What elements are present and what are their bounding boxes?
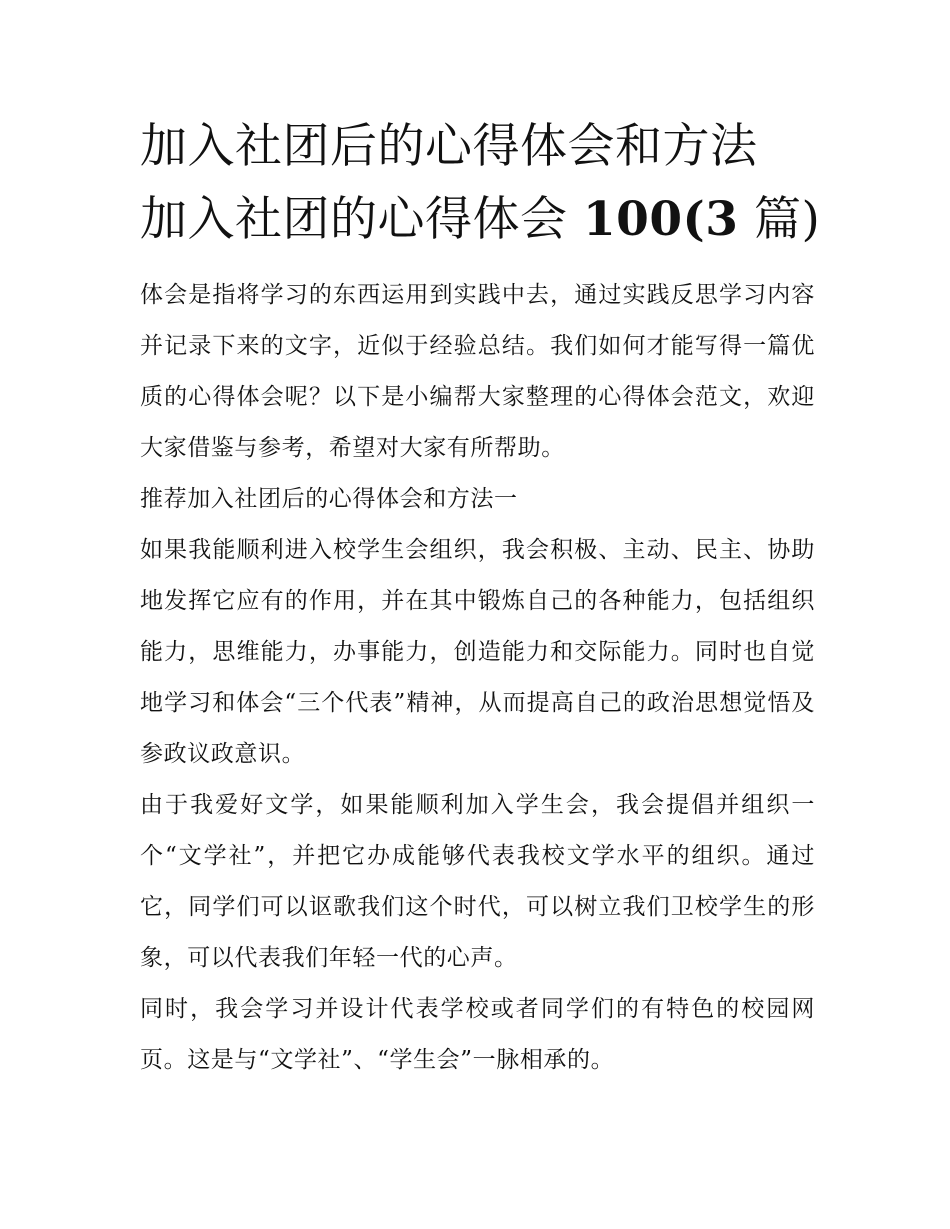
section-heading: 推荐加入社团后的心得体会和方法一 [140, 486, 518, 512]
intro-paragraph: 体会是指将学习的东西运用到实践中去，通过实践反思学习内容并记录下来的文字，近似于经验总结。我们如何才能写得一篇优质的心得体会呢？以下是小编帮大家整理的心得体会范文，欢迎大家借鉴与参考，希望对大家有所帮助。 [140, 282, 815, 461]
title-line-1: 加入社团后的心得体会和方法 [140, 119, 758, 174]
title-line-2-bold: 100(3 [582, 192, 739, 247]
body-paragraph-3: 同时，我会学习并设计代表学校或者同学们的有特色的校园网页。这是与“文学社”、“学生会”一脉相承的。 [140, 996, 815, 1073]
document-title [140, 110, 821, 256]
title-line-2-prefix: 加入社团的心得体会 [140, 192, 583, 247]
title-line-2 [140, 183, 821, 256]
body-paragraph-1: 如果我能顺利进入校学生会组织，我会积极、主动、民主、协助地发挥它应有的作用，并在其中锻炼自己的各种能力，包括组织能力，思维能力，办事能力，创造能力和交际能力。同时也自觉地学习和体会“三个代表”精神，从而提高自己的政治思想觉悟及参政议政意识。 [140, 537, 815, 767]
title-line-2-suffix: 篇) [738, 192, 821, 247]
body-paragraph-2: 由于我爱好文学，如果能顺利加入学生会，我会提倡并组织一个“文学社”，并把它办成能够代表我校文学水平的组织。通过它，同学们可以讴歌我们这个时代，可以树立我们卫校学生的形象，可以代表我们年轻一代的心声。 [140, 792, 815, 971]
document-body [140, 110, 821, 1086]
